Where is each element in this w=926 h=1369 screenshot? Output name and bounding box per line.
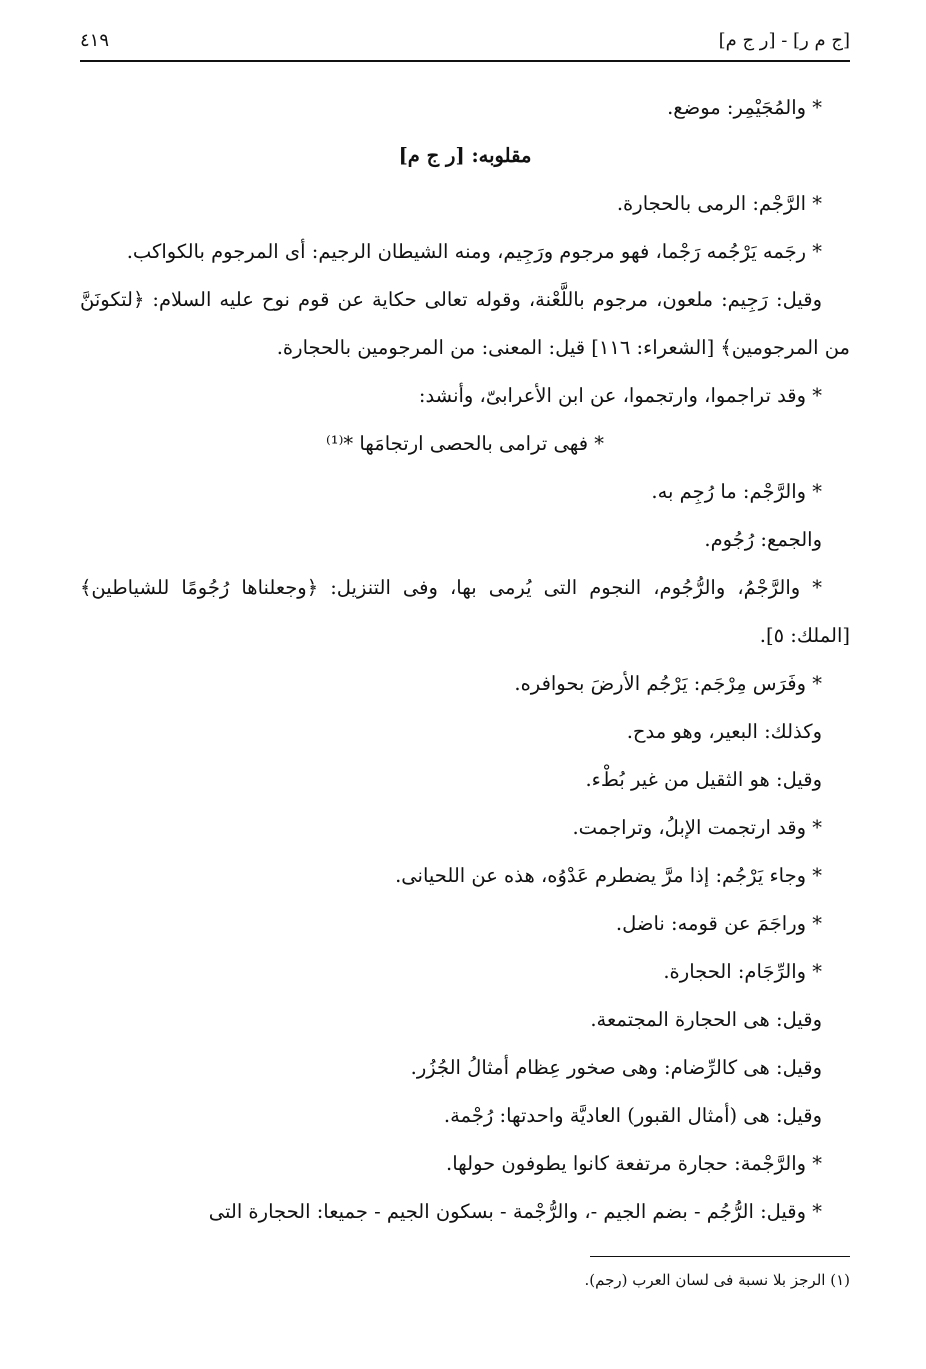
entry-line: * الرَّجْم: الرمى بالحجارة. xyxy=(616,192,822,215)
body-text xyxy=(80,84,850,1236)
verse-line: * فهى ترامى بالحصى ارتجامَها *⁽¹⁾ xyxy=(326,432,604,455)
entry-line: * وفَرَس مِرْجَم: يَرْجُم الأرضَ بحوافره. xyxy=(514,672,822,695)
entry-line: وقيل: هى كالرِّضام: وهى صخور عِظام أمثالُ الجُزُر. xyxy=(410,1056,822,1079)
entry-line: وقيل: هى الحجارة المجتمعة. xyxy=(590,1008,822,1031)
footnote-rule xyxy=(590,1256,850,1257)
page-header xyxy=(80,30,850,60)
entry-line: * وقد تراجموا، وارتجموا، عن ابن الأعرابىّ، وأنشد: xyxy=(418,384,822,407)
entry-line: * وقيل: الرُّجُم - بضم الجيم -، والرُّجْمة - بسكون الجيم - جميعا: الحجارة التى xyxy=(208,1200,822,1223)
entry-line: * وجاء يَرْجُم: إذا مرَّ يضطرم عَدْوُه، هذه عن اللحيانى. xyxy=(395,864,822,887)
page-number: ٤١٩ xyxy=(80,30,110,51)
entry-line: * وقد ارتجمت الإبلُ، وتراجمت. xyxy=(572,816,822,839)
entry-line: وقيل: هو الثقيل من غير بُطْء. xyxy=(585,768,822,791)
entry-line: * والرَّجْمُ، والرُّجُوم، النجوم التى يُرمى بها، وفى التنزيل: ﴿وجعلناها رُجُومًا للشياطين﴾ [الملك: ٥]. xyxy=(80,576,850,647)
entry-line: * والمُجَيْمِر: موضع. xyxy=(667,96,822,119)
running-head: [ج م ر] - [ر ج م] xyxy=(718,30,850,51)
footnote: (١) الرجز بلا نسبة فى لسان العرب (رجم). xyxy=(584,1271,850,1289)
entry-line: * والرَّجْمة: حجارة مرتفعة كانوا يطوفون حولها. xyxy=(446,1152,822,1175)
entry-line: * رجَمه يَرْجُمه رَجْما، فهو مرجوم ورَجِيم، ومنه الشيطان الرجيم: أى المرجوم بالكواكب. xyxy=(126,240,822,263)
entry-line: * وراجَمَ عن قومه: ناضل. xyxy=(615,912,822,935)
header-rule xyxy=(80,60,850,62)
entry-line: وقيل: رَجِيم: ملعون، مرجوم باللَّعْنة، وقوله تعالى حكاية عن قوم نوح عليه السلام: ﴿لتكونَنَّ من المرجومين﴾ [الشعراء: ١١٦] قيل: المعنى: من المرجومين بالحجارة. xyxy=(80,288,850,359)
entry-line: وكذلك: البعير، وهو مدح. xyxy=(626,720,822,743)
book-page xyxy=(80,20,850,1340)
section-heading: مقلوبه: [ر ج م] xyxy=(398,144,532,167)
entry-line: وقيل: هى (أمثال القبور) العاديَّة واحدتها: رُجْمة. xyxy=(443,1104,822,1127)
entry-line: * والرِّجَام: الحجارة. xyxy=(663,960,822,983)
entry-line: والجمع: رُجُوم. xyxy=(704,528,822,551)
entry-line: * والرَّجْم: ما رُجِم به. xyxy=(651,480,822,503)
